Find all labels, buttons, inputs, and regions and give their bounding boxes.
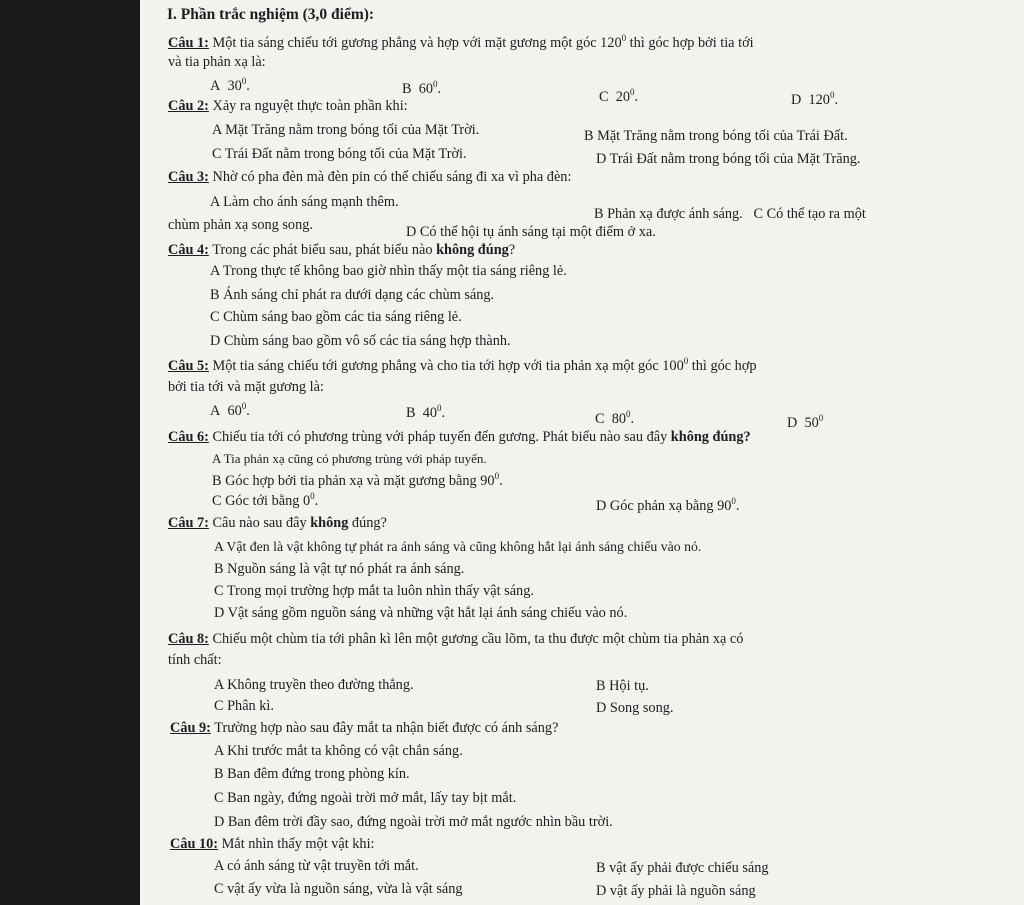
question-2-option-c: C Trái Đất nằm trong bóng tối của Mặt Trời. xyxy=(212,146,467,162)
question-10-option-b: B vật ấy phải được chiếu sáng xyxy=(596,860,769,876)
question-2-label: Câu 2: xyxy=(168,98,209,114)
question-6-text: Chiếu tia tới có phương trùng với pháp tuyến đến gương. Phát biểu nào sau đây xyxy=(212,429,668,445)
question-8-option-b: B Hội tụ. xyxy=(596,678,649,694)
question-7-label: Câu 7: xyxy=(168,515,209,531)
question-2-option-b: B Mặt Trăng nằm trong bóng tối của Trái Đất. xyxy=(584,128,848,144)
question-6-option-a: A Tia phản xạ cũng có phương trùng với pháp tuyến. xyxy=(212,451,487,466)
question-2-option-d: D Trái Đất nằm trong bóng tối của Mặt Trăng. xyxy=(596,151,861,167)
question-2 xyxy=(168,97,408,115)
question-5-text: Một tia sáng chiếu tới gương phẳng và cho tia tới hợp với tia phản xạ một góc xyxy=(212,358,659,374)
question-4: Câu 4: Trong các phát biểu sau, phát biểu nào không đúng? xyxy=(168,242,516,258)
question-8 xyxy=(168,630,743,648)
question-7-text: Câu nào sau đây xyxy=(212,515,307,531)
question-10-label: Câu 10: xyxy=(170,836,219,852)
question-9-option-a: A Khi trước mắt ta không có vật chắn sáng. xyxy=(214,743,463,759)
question-8-text: Chiếu một chùm tia tới phân kì lên một gương cầu lõm, ta thu được một chùm tia phản xạ có xyxy=(212,631,744,647)
question-5-option-b: B $40^0$. xyxy=(406,403,446,421)
question-3-label: Câu 3: xyxy=(168,169,209,185)
question-8-option-a: A Không truyền theo đường thẳng. xyxy=(214,677,414,693)
question-7-option-a: A Vật đen là vật không tự phát ra ánh sáng và cũng không hắt lại ánh sáng chiếu vào nó. xyxy=(214,539,702,554)
question-1-value: $120^0$ xyxy=(600,33,627,51)
question-5-text-after: thì góc hợp xyxy=(691,358,757,374)
question-5-option-a: A $60^0$. xyxy=(210,401,250,419)
question-3-option-c: C Có thể tạo ra một xyxy=(753,206,866,222)
question-9-text: Trường hợp nào sau đây mắt ta nhận biết được có ánh sáng? xyxy=(214,720,559,736)
question-4-option-d: D Chùm sáng bao gồm vô số các tia sáng hợp thành. xyxy=(210,333,511,349)
question-2-option-a: A Mặt Trăng nằm trong bóng tối của Mặt Trời. xyxy=(212,122,480,138)
question-5-text-2: bởi tia tới và mặt gương là: xyxy=(168,379,324,395)
question-3-option-c-cont: chùm phản xạ song song. xyxy=(168,217,313,233)
question-10-option-a: A có ánh sáng từ vật truyền tới mắt. xyxy=(214,858,419,874)
question-5 xyxy=(168,357,757,375)
question-1-option-a: A $30^0$. xyxy=(210,76,250,94)
question-10-text: Mắt nhìn thấy một vật khi: xyxy=(221,836,375,852)
question-1-option-c: C $20^0$. xyxy=(599,87,639,105)
question-1-text-2: và tia phản xạ là: xyxy=(168,54,266,70)
question-7: Câu 7: Câu nào sau đây không đúng? xyxy=(168,515,387,531)
question-4-option-a: A Trong thực tế không bao giờ nhìn thấy một tia sáng riêng lẻ. xyxy=(210,263,567,279)
question-1-text: Một tia sáng chiếu tới gương phẳng và hợp với mặt gương một góc xyxy=(212,35,597,51)
question-4-option-b: B Ánh sáng chỉ phát ra dưới dạng các chùm sáng. xyxy=(210,287,495,303)
question-8-option-c: C Phân kì. xyxy=(214,698,274,714)
question-4-text: Trong các phát biểu sau, phát biểu nào xyxy=(212,242,433,258)
question-6-option-c: C Góc tới bằng $0^0$. xyxy=(212,491,319,509)
question-6 xyxy=(168,428,751,446)
question-9-option-b: B Ban đêm đứng trong phòng kín. xyxy=(214,766,410,782)
question-1-option-b: B $60^0$. xyxy=(402,79,442,97)
question-7-option-b: B Nguồn sáng là vật tự nó phát ra ánh sáng. xyxy=(214,561,465,577)
question-1-label: Câu 1: xyxy=(168,35,209,51)
question-1 xyxy=(168,34,754,52)
section-title: I. Phần trắc nghiệm (3,0 điểm): xyxy=(167,6,375,23)
question-6-label: Câu 6: xyxy=(168,429,209,445)
question-7-option-c: C Trong mọi trường hợp mắt ta luôn nhìn thấy vật sáng. xyxy=(214,583,534,599)
question-4-text-bold: không đúng xyxy=(436,242,509,258)
question-9-option-d: D Ban đêm trời đầy sao, đứng ngoài trời mở mắt ngước nhìn bầu trời. xyxy=(214,814,613,830)
question-3-text: Nhờ có pha đèn mà đèn pin có thể chiếu sáng đi xa vì pha đèn: xyxy=(212,169,572,185)
question-6-text-bold: không đúng? xyxy=(670,429,751,445)
question-9-label: Câu 9: xyxy=(170,720,211,736)
question-2-text: Xảy ra nguyệt thực toàn phần khi: xyxy=(212,98,408,114)
question-8-text-2: tính chất: xyxy=(168,652,222,668)
question-10-option-d: D vật ấy phải là nguồn sáng xyxy=(596,883,756,899)
question-3-option-a: A Làm cho ánh sáng mạnh thêm. xyxy=(210,194,399,210)
exam-page xyxy=(140,0,1024,905)
question-7-option-d: D Vật sáng gồm nguồn sáng và những vật hắt lại ánh sáng chiếu vào nó. xyxy=(214,605,628,621)
question-4-option-c: C Chùm sáng bao gồm các tia sáng riêng lẻ. xyxy=(210,309,462,325)
question-5-label: Câu 5: xyxy=(168,358,209,374)
question-3-option-d: D Có thể hội tụ ánh sáng tại một điểm ở xa. xyxy=(406,224,656,240)
question-10-option-c: C vật ấy vừa là nguồn sáng, vừa là vật sáng xyxy=(214,881,463,897)
question-5-value: $100^0$ xyxy=(662,356,689,374)
question-9 xyxy=(170,719,558,737)
question-3-option-b: B Phản xạ được ánh sáng. C Có thể tạo ra một xyxy=(594,206,866,222)
question-1-text-after: thì góc hợp bởi tia tới xyxy=(629,35,754,51)
question-6-option-b: B Góc hợp bởi tia phản xạ và mặt gương bằng $90^0$. xyxy=(212,471,503,489)
question-8-option-d: D Song song. xyxy=(596,700,674,716)
question-3 xyxy=(168,168,571,186)
question-9-option-c: C Ban ngày, đứng ngoài trời mở mắt, lấy tay bịt mắt. xyxy=(214,790,517,806)
question-5-option-d: D $50^0$ xyxy=(787,413,824,431)
question-5-option-c: C $80^0$. xyxy=(595,409,635,427)
question-4-label: Câu 4: xyxy=(168,242,209,258)
question-6-option-d: D Góc phản xạ bằng $90^0$. xyxy=(596,496,740,514)
question-8-label: Câu 8: xyxy=(168,631,209,647)
question-1-option-d: D $120^0$. xyxy=(791,90,839,108)
question-7-text-bold: không xyxy=(310,515,349,531)
question-10 xyxy=(170,835,375,853)
